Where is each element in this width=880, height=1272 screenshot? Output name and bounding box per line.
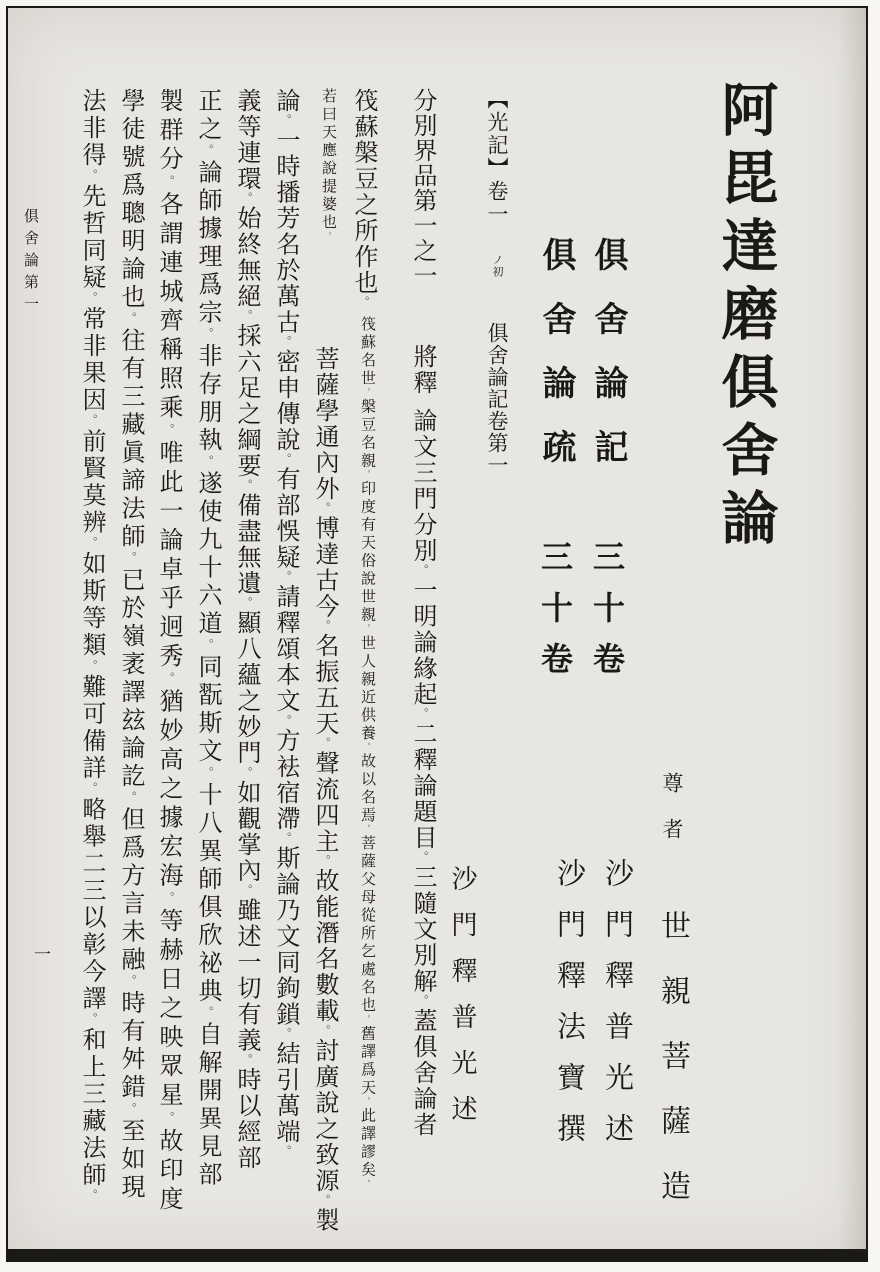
attribution-commentator-2 <box>554 858 583 1164</box>
attribution-name: 沙門釋法寶撰 <box>553 858 585 1164</box>
text-segment-large: 筏蘇槃豆之所作也。 <box>350 88 376 310</box>
text-column-3 <box>312 88 336 1233</box>
text-segment-large: 將釋 <box>409 344 435 396</box>
work-title: 俱舍論疏 <box>537 237 574 493</box>
attribution-honorific: 尊者 <box>660 772 684 864</box>
text-segment-large: 製群分。各謂連城齊稱照乘。唯此一論卓乎迥秀。猶妙高之據宏海。等赫日之映眾星。故印度 <box>155 88 181 1215</box>
work-entry-kusharon-ki <box>590 237 624 693</box>
text-segment-heading: 分別界品第一之一 <box>409 88 435 288</box>
text-column-6 <box>195 88 219 1189</box>
text-column-9 <box>79 88 103 1203</box>
text-segment-large: 學徒號爲聰明論也。往有三藏眞諦法師。已於嶺袤譯玆論訖。但爲方言未融。時有舛錯。至如現 <box>117 88 143 1202</box>
text-segment-large: 法非得。先哲同疑。常非果因。前賢莫辨。如斯等類。難可備詳。略舉二三以彰今譯。和上三藏法師。 <box>78 88 104 1204</box>
text-column-4 <box>273 88 297 1158</box>
attribution-name: 世親菩薩造 <box>656 910 689 1235</box>
text-segment-small: 筏蘇名世。槃豆名親。印度有天俗說世親。世人親近供養。故以名焉。菩薩父母從所乞處名也。舊譯爲天。此譯謬矣。 <box>359 315 375 1190</box>
text-segment-large: 義等連環。始終無絕。採六足之綱要。備盡無遺。顯八蘊之妙門。如觀掌內。雖述一切有義。時以經部 <box>233 88 259 1171</box>
text-column-5 <box>234 88 258 1171</box>
work-volume-count: 三十卷 <box>589 540 625 693</box>
text-column-1 <box>410 88 434 1138</box>
page-number: 一 <box>31 945 50 962</box>
text-column-7 <box>156 88 180 1215</box>
text-column-2 <box>351 88 375 1189</box>
attribution-author <box>657 772 687 1235</box>
attribution-name: 沙門釋普光述 <box>601 858 633 1164</box>
work-title: 俱舍論記 <box>589 237 626 493</box>
text-column-8 <box>118 88 142 1202</box>
work-volume-count: 三十卷 <box>537 540 573 693</box>
text-segment-large: 正之。論師據理爲宗。非存朋執。遂使九十六道。同翫斯文。十八異師俱欣祕典。自解開異見部 <box>194 88 220 1190</box>
attribution-commentator-1 <box>602 858 631 1164</box>
edition-note-small: ノ初 <box>491 254 503 278</box>
edition-note: 【光記】卷一 <box>485 88 509 226</box>
work-entry-kusharon-sho <box>538 237 572 693</box>
text-segment-small: 若曰天應說提婆也。 <box>320 88 336 243</box>
text-segment-large: 論。一時播芳名於萬古。密申傳說。有部悞疑。請釋頌本文。方袪宿滯。斯論乃文同鉤鎖。結引萬端。 <box>272 88 298 1159</box>
text-segment-large: 菩薩學通內外。博達古今。名振五天。聲流四主。故能潛名數載。討廣說之致源。製 <box>311 346 337 1234</box>
header-author: 沙門釋普光述 <box>448 865 477 1141</box>
scan-shadow <box>838 8 866 1252</box>
text-segment-large: 論文三門分別。一明論緣起。二釋論題目。三隨文別解。蓋俱舍論者 <box>409 408 435 1139</box>
margin-label: 俱舍論第一 <box>22 208 38 318</box>
main-title: 阿毘達磨俱舍論 <box>713 80 776 556</box>
chapter-title: 俱舍論記卷第一 <box>485 322 509 476</box>
edition-note-column <box>486 88 507 476</box>
